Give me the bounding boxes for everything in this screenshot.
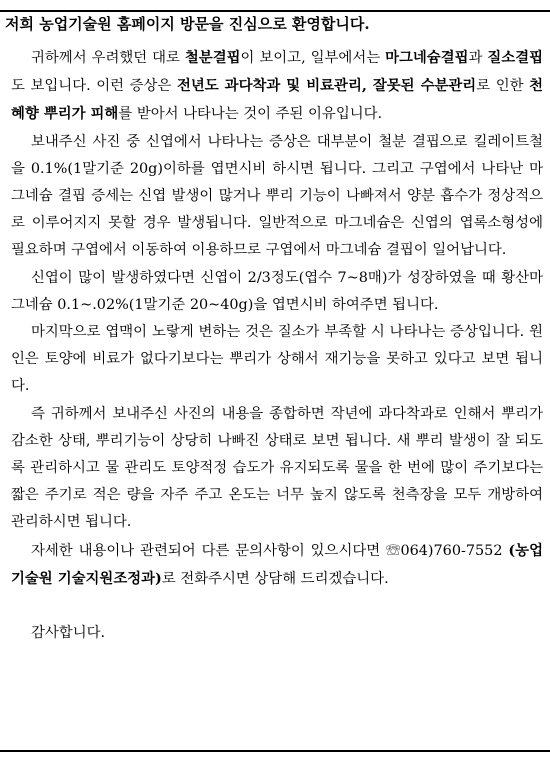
bold-run: (농업기술원 기술지원조정과) (11, 541, 543, 587)
paragraph-3 (11, 265, 543, 319)
bold-run: 철분결핍 (184, 49, 241, 66)
text-run: 를 받아서 나타나는 것이 주된 이유입니다. (118, 106, 383, 123)
top-rule (0, 10, 550, 12)
text-run: 보내주신 사진 중 신엽에서 나타나는 증상은 대부분이 철분 결핍으로 킬레이트철을 0.1%(1말기준 20g)이하를 엽면시비 하시면 됩니다. 그리고 구엽에서 나타난 마그네슘 결핍 증세는 신엽 발생이 많거나 뿌리 기능이 나빠져서 양분 흡수가 정상적으로 이루어지지 못할 경우 발생됩니다. 일반적으로 마그네슘은 신엽의 엽록소형성에 필요하며 구엽에서 이동하여 이용하므로 구엽에서 마그네슘 결핍이 일어납니다. (11, 133, 543, 259)
document-body (11, 44, 543, 647)
text-run: 신엽이 많이 발생하였다면 신엽이 2/3정도(엽수 7~8매)가 성장하였을 때 황산마그네슘 0.1~.02%(1말기준 20~40g)을 엽면시비 하여주면 됩니다. (11, 269, 543, 313)
text-run: 도 보입니다. 이런 증상은 (11, 78, 177, 95)
page-title: 저희 농업기술원 홈페이지 방문을 진심으로 환영합니다. (5, 15, 370, 33)
text-run: 귀하께서 우려했던 대로 (31, 50, 185, 66)
text-run: 로 인한 (476, 78, 530, 95)
closing: 감사합니다. (31, 625, 106, 642)
bold-run: 질소결핍 (487, 49, 543, 66)
text-run: 자세한 내용이나 관련되어 다른 문의사항이 있으시다면 ☏064)760-7552 (31, 542, 509, 559)
text-run: 이 보이고, 일부에서는 (240, 50, 386, 66)
paragraph-2 (11, 129, 543, 265)
text-run: 로 전화주시면 상담해 드리겠습니다. (161, 570, 389, 587)
paragraph-1 (11, 44, 543, 129)
text-run: 과 (468, 50, 488, 66)
paragraph-4 (11, 319, 543, 401)
bottom-rule (0, 750, 550, 752)
paragraph-5 (11, 401, 543, 537)
bold-run: 천혜향 뿌리가 피해 (11, 77, 544, 123)
bold-run: 전년도 과다착과 및 비료관리, 잘못된 수분관리 (176, 77, 477, 95)
text-run: 즉 귀하께서 보내주신 사진의 내용을 종합하면 작년에 과다착과로 인해서 뿌리가 감소한 상태, 뿌리기능이 상당히 나빠진 상태로 보면 됩니다. 새 뿌리 발생이 잘 되도록 관리하시고 물 관리도 토양적정 습도가 유지되도록 물을 한 번에 많이 주기보다는 짧은 주기로 적은 량을 자주 주고 온도는 너무 높지 않도록 천측장을 모두 개방하여 관리하시면 됩니다. (11, 405, 543, 531)
text-run: 마지막으로 엽맥이 노랗게 변하는 것은 질소가 부족할 시 나타나는 증상입니다. 원인은 토양에 비료가 없다기보다는 뿌리가 상해서 재기능을 못하고 있다고 보면 됩니다. (11, 324, 543, 395)
paragraph-6 (11, 537, 543, 593)
bold-run: 마그네슘결핍 (385, 49, 469, 66)
